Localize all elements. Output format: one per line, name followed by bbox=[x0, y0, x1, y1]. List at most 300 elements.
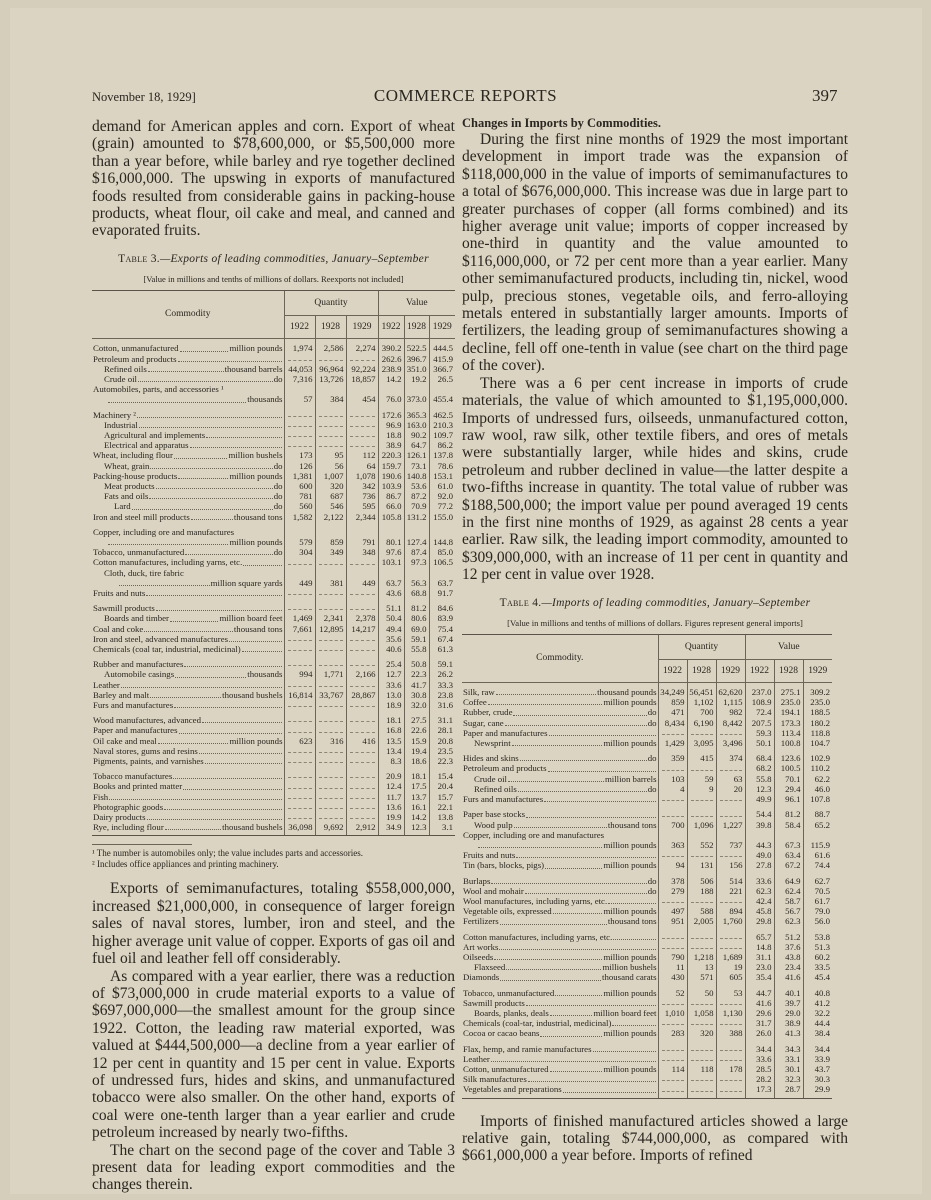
value-1922: 31.7 bbox=[745, 1018, 774, 1028]
col-value: Value bbox=[745, 635, 832, 660]
table-row bbox=[462, 972, 832, 982]
unit-label: million pounds bbox=[603, 860, 657, 871]
commodity-label: Fats and oils bbox=[104, 491, 149, 502]
dash-leader bbox=[288, 435, 312, 437]
commodity-cell bbox=[92, 792, 284, 802]
value-1922: 159.7 bbox=[378, 461, 404, 471]
commodity-label-wrap bbox=[463, 988, 657, 998]
dash-leader bbox=[288, 807, 312, 809]
table3-title bbox=[92, 252, 455, 266]
quantity-1929: 1,130 bbox=[716, 1008, 745, 1018]
commodity-label: Lard bbox=[114, 501, 131, 512]
quantity-1929: 2,378 bbox=[346, 613, 378, 623]
value-1928: 33.1 bbox=[774, 1054, 803, 1064]
commodity-label-wrap bbox=[93, 822, 283, 832]
dot-leader bbox=[496, 694, 596, 695]
quantity-1929 bbox=[346, 354, 378, 364]
header-title: COMMERCE REPORTS bbox=[373, 86, 558, 105]
dash-leader bbox=[288, 425, 312, 427]
value-1929: 31.1 bbox=[429, 710, 455, 725]
commodity-cell bbox=[462, 962, 658, 972]
commodity-cell bbox=[92, 710, 284, 725]
value-1928: 64.9 bbox=[774, 871, 803, 886]
commodity-cell bbox=[462, 1008, 658, 1018]
quantity-1929: 178 bbox=[716, 1064, 745, 1074]
dot-leader bbox=[108, 544, 228, 545]
quantity-1922: 8,434 bbox=[658, 718, 687, 728]
dash-leader bbox=[662, 1090, 684, 1092]
right-paragraphs bbox=[462, 131, 848, 584]
quantity-1922 bbox=[658, 1039, 687, 1054]
dash-leader bbox=[350, 731, 375, 733]
commodity-cell bbox=[462, 738, 658, 748]
dash-leader bbox=[662, 937, 684, 939]
quantity-1929 bbox=[346, 700, 378, 710]
table3-label: Table 3. bbox=[118, 252, 160, 265]
unit-label: million pounds bbox=[603, 987, 657, 998]
unit-label: thousands bbox=[247, 669, 283, 680]
quantity-1928 bbox=[315, 710, 346, 725]
value-1929: 79.0 bbox=[803, 906, 832, 916]
commodity-label: Wool manufactures, including yarns, etc. bbox=[463, 895, 608, 906]
quantity-1922 bbox=[658, 896, 687, 906]
quantity-1922 bbox=[284, 420, 315, 430]
value-1928: 373.0 bbox=[404, 394, 429, 404]
dash-leader bbox=[691, 1003, 713, 1005]
table-row bbox=[462, 1028, 832, 1038]
dot-leader bbox=[206, 437, 281, 438]
quantity-1928: 506 bbox=[687, 871, 716, 886]
quantity-1922 bbox=[658, 942, 687, 952]
quantity-1922: 1,469 bbox=[284, 613, 315, 623]
commodity-label: Tobacco manufactures bbox=[93, 771, 173, 782]
quantity-1922 bbox=[658, 728, 687, 738]
commodity-cell bbox=[462, 1028, 658, 1038]
commodity-label-wrap bbox=[463, 728, 657, 738]
dot-leader bbox=[144, 631, 233, 632]
table-row bbox=[92, 822, 455, 836]
dot-leader bbox=[514, 827, 607, 828]
value-1922: 8.3 bbox=[378, 756, 404, 766]
value-1928: 29.0 bbox=[774, 1008, 803, 1018]
value-1922: 50.4 bbox=[378, 613, 404, 623]
value-1922: 31.1 bbox=[745, 952, 774, 962]
quantity-1922: 114 bbox=[658, 1064, 687, 1074]
dot-leader bbox=[528, 1081, 656, 1082]
commodity-cell bbox=[92, 781, 284, 791]
table-row bbox=[462, 820, 832, 830]
table-row bbox=[92, 339, 455, 354]
value-1922: 76.0 bbox=[378, 394, 404, 404]
dot-leader bbox=[526, 1005, 656, 1006]
dash-leader bbox=[350, 563, 375, 565]
dot-leader bbox=[190, 447, 282, 448]
quantity-1922: 497 bbox=[658, 906, 687, 916]
commodity-cell bbox=[92, 598, 284, 613]
quantity-1928: 320 bbox=[687, 1028, 716, 1038]
table-row bbox=[92, 680, 455, 690]
commodity-label: Burlaps bbox=[463, 875, 491, 886]
footnote-2: ² Includes office appliances and printing machinery. bbox=[92, 859, 279, 870]
unit-label: million board feet bbox=[593, 1007, 657, 1018]
unit-label: million barrels bbox=[604, 773, 657, 784]
value-1922: 68.4 bbox=[745, 748, 774, 763]
quantity-1928 bbox=[687, 1054, 716, 1064]
quantity-1928 bbox=[315, 405, 346, 420]
dot-leader bbox=[550, 1071, 603, 1072]
value-1929: 74.4 bbox=[803, 860, 832, 870]
value-1929: 51.3 bbox=[803, 942, 832, 952]
quantity-1929 bbox=[346, 725, 378, 735]
table-row bbox=[92, 802, 455, 812]
value-1928: 62.3 bbox=[774, 916, 803, 926]
value-1928: 64.7 bbox=[404, 440, 429, 450]
col-quantity: Quantity bbox=[284, 291, 378, 316]
commodity-label: Paper base stocks bbox=[463, 809, 526, 820]
quantity-1929 bbox=[346, 756, 378, 766]
value-1929: 115.9 bbox=[803, 840, 832, 850]
commodity-label-wrap bbox=[463, 809, 657, 819]
value-1922: 49.0 bbox=[745, 850, 774, 860]
value-1922: 45.8 bbox=[745, 906, 774, 916]
quantity-1929: 342 bbox=[346, 481, 378, 491]
table3-footnotes bbox=[92, 844, 455, 870]
quantity-1929: 221 bbox=[716, 886, 745, 896]
quantity-1928: 9,692 bbox=[315, 822, 346, 836]
quantity-1922 bbox=[658, 1074, 687, 1084]
quantity-1929 bbox=[346, 644, 378, 654]
dot-leader bbox=[174, 458, 228, 459]
commodity-cell bbox=[462, 707, 658, 717]
value-1929: 59.1 bbox=[429, 654, 455, 669]
table-row bbox=[92, 781, 455, 791]
commodity-label: Silk, raw bbox=[463, 687, 495, 698]
quantity-1922: 790 bbox=[658, 952, 687, 962]
table-row bbox=[462, 718, 832, 728]
value-1929: 32.2 bbox=[803, 1008, 832, 1018]
quantity-1928 bbox=[687, 942, 716, 952]
quantity-1929: 605 bbox=[716, 972, 745, 982]
dash-leader bbox=[350, 807, 375, 809]
quantity-1928: 96,964 bbox=[315, 364, 346, 374]
dash-leader bbox=[350, 751, 375, 753]
unit-label: thousand tons bbox=[233, 623, 283, 634]
value-1922: 11.7 bbox=[378, 792, 404, 802]
commodity-cell bbox=[92, 430, 284, 440]
value-1929: 26.2 bbox=[429, 669, 455, 679]
quantity-1928: 59 bbox=[687, 774, 716, 784]
value-1928: 28.7 bbox=[774, 1084, 803, 1098]
dash-leader bbox=[350, 639, 375, 641]
commodity-cell bbox=[92, 491, 284, 501]
dash-leader bbox=[350, 685, 375, 687]
commodity-label-wrap bbox=[463, 896, 657, 906]
commodity-label: Naval stores, gums and resins bbox=[93, 745, 198, 756]
unit-label: million pounds bbox=[603, 1028, 657, 1039]
unit-label: million pounds bbox=[603, 738, 657, 749]
table-row bbox=[92, 654, 455, 669]
value-1928: 87.2 bbox=[404, 491, 429, 501]
commodity-label-wrap bbox=[463, 1018, 657, 1028]
commodity-cell bbox=[462, 942, 658, 952]
commodity-label-wrap bbox=[93, 736, 283, 746]
commodity-label-wrap bbox=[463, 697, 657, 707]
table-row bbox=[92, 736, 455, 746]
value-1928: 69.0 bbox=[404, 624, 429, 634]
value-1929: 85.0 bbox=[429, 547, 455, 557]
quantity-1929 bbox=[346, 598, 378, 613]
value-1929: 109.7 bbox=[429, 430, 455, 440]
value-1929: 22.1 bbox=[429, 802, 455, 812]
quantity-1922: 623 bbox=[284, 736, 315, 746]
dot-leader bbox=[108, 402, 246, 403]
value-1929: 92.0 bbox=[429, 491, 455, 501]
unit-label: million pounds bbox=[229, 735, 283, 746]
value-1929: 144.8 bbox=[429, 537, 455, 547]
commodity-label-wrap bbox=[463, 952, 657, 962]
commodity-cell bbox=[462, 804, 658, 819]
commodity-label-wrap bbox=[93, 634, 283, 644]
unit-label: million pounds bbox=[603, 839, 657, 850]
empty-cell bbox=[429, 568, 455, 578]
quantity-1929: 1,760 bbox=[716, 916, 745, 926]
dot-leader bbox=[173, 778, 281, 779]
quantity-1929 bbox=[716, 794, 745, 804]
value-1922: 12.7 bbox=[378, 669, 404, 679]
quantity-1928: 3,095 bbox=[687, 738, 716, 748]
value-1928: 73.1 bbox=[404, 461, 429, 471]
commodity-cell bbox=[92, 588, 284, 598]
quantity-1929 bbox=[346, 710, 378, 725]
commodity-cell bbox=[462, 927, 658, 942]
commodity-label-wrap bbox=[463, 1084, 657, 1094]
commodity-cell bbox=[462, 1064, 658, 1074]
commodity-cell bbox=[92, 746, 284, 756]
quantity-1928 bbox=[315, 756, 346, 766]
dot-leader bbox=[149, 498, 272, 499]
value-1928: 17.5 bbox=[404, 781, 429, 791]
unit-label: do bbox=[647, 707, 657, 718]
quantity-1928: 50 bbox=[687, 983, 716, 998]
dot-leader bbox=[491, 1061, 656, 1062]
commodity-label: Rubber and manufactures bbox=[93, 659, 184, 670]
dash-leader bbox=[662, 769, 684, 771]
quantity-1928 bbox=[315, 354, 346, 364]
dot-leader bbox=[156, 610, 282, 611]
dot-leader bbox=[613, 939, 655, 940]
value-1928: 22.6 bbox=[404, 725, 429, 735]
dash-leader bbox=[288, 685, 312, 687]
commodity-cell bbox=[462, 728, 658, 738]
value-1928: 63.4 bbox=[774, 850, 803, 860]
dash-leader bbox=[720, 947, 742, 949]
dash-leader bbox=[350, 649, 375, 651]
table-row bbox=[92, 644, 455, 654]
commodity-cell bbox=[462, 1039, 658, 1054]
commodity-label: Photographic goods bbox=[93, 801, 164, 812]
value-1929: 31.6 bbox=[429, 700, 455, 710]
quantity-1929: 63 bbox=[716, 774, 745, 784]
quantity-1928: 552 bbox=[687, 840, 716, 850]
unit-label: do bbox=[273, 480, 283, 491]
value-1929: 62.7 bbox=[803, 871, 832, 886]
dot-leader bbox=[191, 519, 233, 520]
table-row bbox=[92, 557, 455, 567]
value-1922: 103.1 bbox=[378, 557, 404, 567]
table4 bbox=[462, 634, 848, 1099]
empty-cell bbox=[429, 522, 455, 537]
commodity-label-wrap bbox=[463, 840, 657, 850]
quantity-1928 bbox=[315, 430, 346, 440]
dot-leader bbox=[549, 735, 656, 736]
value-1928: 126.1 bbox=[404, 450, 429, 460]
quantity-1928: 56 bbox=[315, 461, 346, 471]
dot-leader bbox=[478, 847, 602, 848]
table-row bbox=[92, 700, 455, 710]
value-1922: 65.7 bbox=[745, 927, 774, 942]
table-row bbox=[92, 512, 455, 522]
commodity-cell bbox=[92, 578, 284, 588]
dot-leader bbox=[178, 361, 282, 362]
commodity-label: Electrical and apparatus bbox=[104, 440, 189, 451]
dot-leader bbox=[146, 595, 281, 596]
table-row bbox=[462, 906, 832, 916]
dot-leader bbox=[147, 819, 282, 820]
quantity-1922: 781 bbox=[284, 491, 315, 501]
quantity-1922: 283 bbox=[658, 1028, 687, 1038]
value-1922: 172.6 bbox=[378, 405, 404, 420]
dash-leader bbox=[288, 776, 312, 778]
dot-leader bbox=[500, 980, 601, 981]
value-1928: 62.4 bbox=[774, 886, 803, 896]
commodity-cell bbox=[92, 481, 284, 491]
dash-leader bbox=[288, 817, 312, 819]
dash-leader bbox=[720, 937, 742, 939]
commodity-label: Paper and manufactures bbox=[463, 727, 548, 738]
dot-leader bbox=[555, 995, 602, 996]
quantity-1929: 19 bbox=[716, 962, 745, 972]
quantity-1929 bbox=[346, 812, 378, 822]
value-1929: 33.3 bbox=[429, 680, 455, 690]
table-row bbox=[92, 364, 455, 374]
quantity-1928: 1,096 bbox=[687, 820, 716, 830]
quantity-1928 bbox=[687, 1018, 716, 1028]
quantity-1928: 381 bbox=[315, 578, 346, 588]
dash-leader bbox=[662, 1059, 684, 1061]
quantity-1922 bbox=[284, 756, 315, 766]
quantity-1929 bbox=[346, 405, 378, 420]
value-1929: 61.0 bbox=[429, 481, 455, 491]
empty-cell bbox=[803, 830, 832, 840]
dash-leader bbox=[691, 855, 713, 857]
col-value: Value bbox=[378, 291, 455, 316]
commodity-label-wrap bbox=[474, 962, 657, 972]
unit-label: thousand carats bbox=[602, 972, 657, 983]
quantity-1922: 7,316 bbox=[284, 374, 315, 384]
value-1922: 55.8 bbox=[745, 774, 774, 784]
quantity-1922 bbox=[284, 557, 315, 567]
table-row bbox=[462, 794, 832, 804]
commodity-label: Tobacco, unmanufactured bbox=[463, 987, 555, 998]
commodity-label-wrap bbox=[463, 916, 657, 926]
quantity-1929 bbox=[346, 802, 378, 812]
commodity-label: Paper and manufactures bbox=[93, 725, 178, 736]
quantity-1928: 188 bbox=[687, 886, 716, 896]
commodity-label: Flaxseed bbox=[474, 962, 506, 973]
dash-leader bbox=[662, 901, 684, 903]
unit-label: do bbox=[273, 501, 283, 512]
dash-leader bbox=[350, 415, 375, 417]
quantity-1928 bbox=[315, 680, 346, 690]
dot-leader bbox=[488, 704, 603, 705]
commodity-cell bbox=[92, 766, 284, 781]
quantity-1922: 859 bbox=[658, 697, 687, 707]
table-row bbox=[462, 840, 832, 850]
value-1929: 91.7 bbox=[429, 588, 455, 598]
quantity-1922 bbox=[658, 804, 687, 819]
quantity-1929: 388 bbox=[716, 1028, 745, 1038]
quantity-1922 bbox=[284, 644, 315, 654]
table-row-label-line bbox=[92, 384, 455, 394]
quantity-1928: 2,341 bbox=[315, 613, 346, 623]
value-1922: 390.2 bbox=[378, 339, 404, 354]
value-1922: 108.9 bbox=[745, 697, 774, 707]
value-1922: 19.9 bbox=[378, 812, 404, 822]
table-row-label-line bbox=[92, 522, 455, 537]
commodity-label-wrap bbox=[93, 343, 283, 353]
dot-leader bbox=[109, 799, 281, 800]
table-row bbox=[92, 710, 455, 725]
table-row bbox=[92, 812, 455, 822]
commodity-cell bbox=[92, 736, 284, 746]
table-row bbox=[92, 405, 455, 420]
value-1929: 366.7 bbox=[429, 364, 455, 374]
value-1928: 40.1 bbox=[774, 983, 803, 998]
quantity-1922: 1,582 bbox=[284, 512, 315, 522]
dash-leader bbox=[691, 1079, 713, 1081]
dash-leader bbox=[350, 593, 375, 595]
commodity-label: Fertilizers bbox=[463, 916, 499, 927]
dash-leader bbox=[288, 797, 312, 799]
quantity-1929 bbox=[716, 927, 745, 942]
commodity-label-wrap bbox=[93, 715, 283, 725]
commodity-label-wrap bbox=[93, 394, 283, 404]
quantity-1922: 449 bbox=[284, 578, 315, 588]
quantity-1922: 36,098 bbox=[284, 822, 315, 836]
table-row bbox=[92, 374, 455, 384]
table-row bbox=[462, 728, 832, 738]
commodity-cell bbox=[462, 718, 658, 728]
commodity-cell bbox=[92, 725, 284, 735]
table-row bbox=[92, 669, 455, 679]
dash-leader bbox=[288, 705, 312, 707]
value-1922: 17.3 bbox=[745, 1084, 774, 1098]
value-1922: 18.1 bbox=[378, 710, 404, 725]
value-1922: 18.9 bbox=[378, 700, 404, 710]
commodity-label-wrap bbox=[93, 471, 283, 481]
value-1928: 15.9 bbox=[404, 736, 429, 746]
value-1922: 66.0 bbox=[378, 501, 404, 511]
dash-leader bbox=[350, 797, 375, 799]
value-1929: 84.6 bbox=[429, 598, 455, 613]
dash-leader bbox=[350, 445, 375, 447]
quantity-1929: 982 bbox=[716, 707, 745, 717]
quantity-1929: 1,689 bbox=[716, 952, 745, 962]
table-row bbox=[462, 784, 832, 794]
commodity-label-wrap bbox=[93, 537, 283, 547]
value-1928: 30.1 bbox=[774, 1064, 803, 1074]
table-row bbox=[92, 537, 455, 547]
